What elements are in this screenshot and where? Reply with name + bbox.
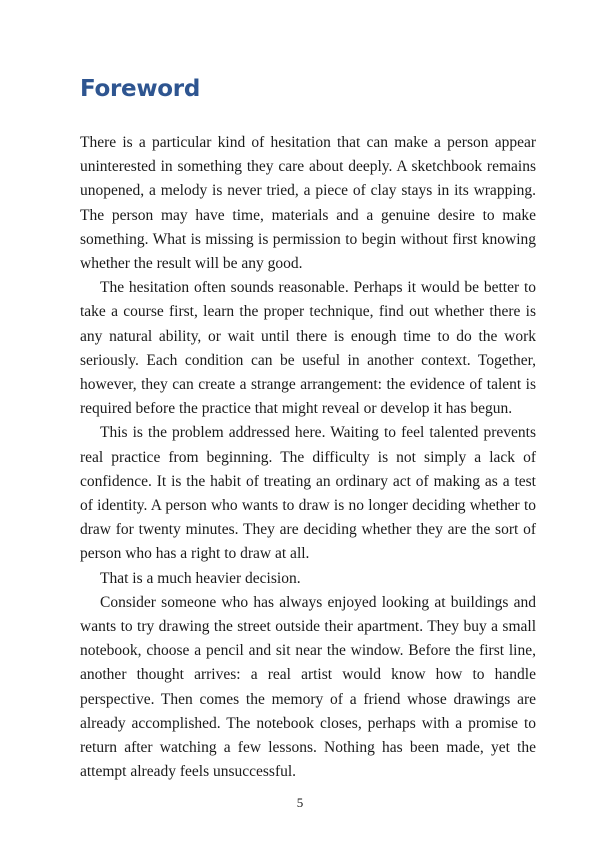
paragraph-2: The hesitation often sounds reasonable. Perhaps it would be better to take a course first, learn the proper technique, find out whether there is any natural ability, or wait until there is enough time to do the work seriously. Each condition can be useful in another context. Together, however, they can create a strange arrangement: the evidence of talent is required before the practice that might reveal or develop it has begun. [80,279,536,418]
body-text [80,131,536,784]
paragraph-5: Consider someone who has always enjoyed looking at buildings and wants to try drawing the street outside their apartment. They buy a small notebook, choose a pencil and sit near the window. Before the first line, another thought arrives: a real artist would know how to handle perspective. Then comes the memory of a friend whose drawings are already accomplished. The notebook closes, perhaps with a promise to return after watching a few lessons. Nothing has been made, yet the attempt already feels unsuccessful. [80,593,536,781]
chapter-heading: Foreword [80,76,200,102]
paragraph-1: There is a particular kind of hesitation that can make a person appear uninterested in something they care about deeply. A sketchbook remains unopened, a melody is never tried, a piece of clay stays in its wrapping. The person may have time, materials and a genuine desire to make something. What is missing is permission to begin without first knowing whether the result will be any good. [80,134,536,273]
page-number: 5 [296,795,304,810]
paragraph-4: That is a much heavier decision. [100,569,301,587]
paragraph-3: This is the problem addressed here. Waiting to feel talented prevents real practice from beginning. The difficulty is not simply a lack of confidence. It is the habit of treating an ordinary act of making as a test of identity. A person who wants to draw is no longer deciding whether to draw for twenty minutes. They are deciding whether they are the sort of person who has a right to draw at all. [80,424,536,563]
